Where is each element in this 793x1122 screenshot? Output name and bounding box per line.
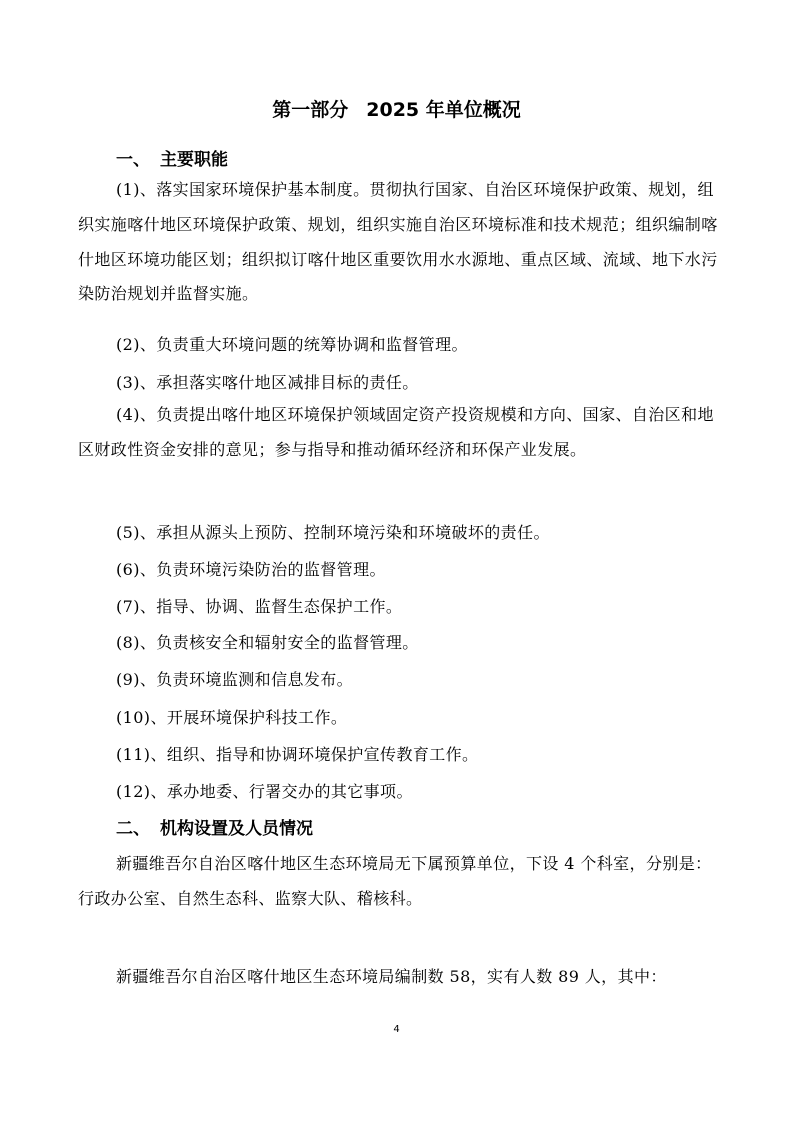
duty-item-10: (10)、开展环境保护科技工作。 [116, 708, 348, 727]
duty-item-4: (4)、负责提出喀什地区环境保护领域固定资产投资规模和方向、国家、自治区和地区财政性资金安排的意见；参与指导和推动循环经济和环保产业发展。 [78, 405, 714, 459]
section-1-number: 一、 [116, 150, 150, 170]
org-structure-paragraph: 新疆维吾尔自治区喀什地区生态环境局无下属预算单位，下设 4 个科室，分别是：行政办公室、自然生态科、监察大队、稽核科。 [78, 854, 712, 908]
duty-item-3: (3)、承担落实喀什地区减排目标的责任。 [116, 373, 419, 392]
title-part: 第一部分 [272, 99, 349, 121]
staffing-paragraph: 新疆维吾尔自治区喀什地区生态环境局编制数 58，实有人数 89 人，其中： [116, 967, 667, 986]
duty-item-8: (8)、负责核安全和辐射安全的监督管理。 [116, 633, 419, 652]
section-2-number: 二、 [116, 819, 150, 839]
duty-item-5: (5)、承担从源头上预防、控制环境污染和环境破坏的责任。 [116, 523, 550, 542]
duty-item-11: (11)、组织、指导和协调环境保护宣传教育工作。 [116, 745, 479, 764]
duty-item-9: (9)、负责环境监测和信息发布。 [116, 670, 354, 689]
page-number: 4 [393, 1024, 400, 1035]
duty-item-6: (6)、负责环境污染防治的监督管理。 [116, 560, 386, 579]
page-title [0, 96, 793, 124]
duty-item-7: (7)、指导、协调、监督生态保护工作。 [116, 597, 403, 616]
section-1-heading [116, 148, 228, 172]
section-1-title: 主要职能 [160, 150, 228, 170]
section-2-title: 机构设置及人员情况 [160, 819, 313, 839]
section-2-heading [116, 817, 313, 841]
duty-item-12: (12)、承办地委、行署交办的其它事项。 [116, 782, 413, 801]
title-text: 2025 年单位概况 [366, 99, 521, 121]
duty-item-1: (1)、落实国家环境保护基本制度。贯彻执行国家、自治区环境保护政策、规划，组织实施喀什地区环境保护政策、规划，组织实施自治区环境标准和技术规范；组织编制喀什地区环境功能区划；组织拟订喀什地区重要饮用水水源地、重点区域、流域、地下水污染防治规划并监督实施。 [78, 180, 718, 304]
duty-item-2: (2)、负责重大环境问题的统筹协调和监督管理。 [116, 335, 468, 354]
